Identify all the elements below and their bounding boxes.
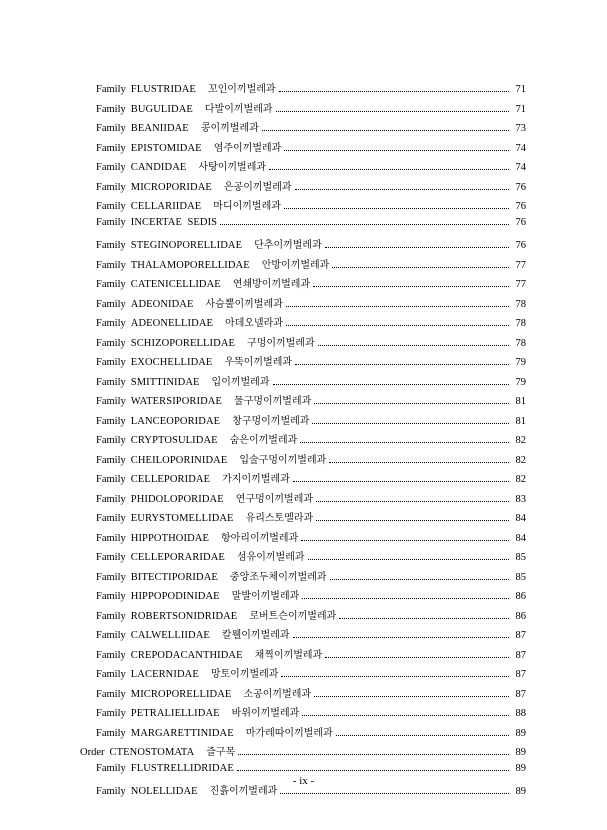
dot-leader [281,676,509,677]
entry-latin-name: NOLELLIDAE [130,786,198,797]
entry-rank: Family [96,415,126,427]
toc-entry [80,314,526,334]
page-number-footer: - ix - [292,775,315,787]
dot-leader [332,267,509,268]
dot-leader [286,306,509,307]
entry-korean-name: 창구멍이끼벌레과 [232,415,310,427]
entry-rank: Family [96,240,126,251]
entry-page-number: 87 [515,688,526,700]
entry-page-number: 89 [515,786,526,797]
entry-page-number: 81 [515,415,526,427]
dot-leader [237,770,509,771]
entry-korean-name: 입술구멍이끼벌레과 [239,454,327,466]
entry-rank: Family [96,279,126,290]
entry-page-number: 77 [515,259,526,271]
entry-latin-name: BUGULIDAE [130,103,193,115]
toc-entry [80,548,526,568]
dot-leader [293,481,509,482]
entry-page-number: 77 [515,279,526,290]
toc-entry [80,295,526,315]
dot-leader [276,111,509,112]
entry-page-number: 88 [515,708,526,719]
toc-entry [80,178,526,198]
toc-entry [80,236,526,256]
toc-entry [80,665,526,685]
toc-entry [80,626,526,646]
entry-page-number: 76 [515,201,526,212]
table-of-contents [80,80,526,802]
entry-korean-name: 가지이끼벌레과 [222,474,290,485]
toc-entry [80,392,526,412]
toc-entry [80,509,526,529]
toc-entry [80,685,526,705]
toc-entry [80,100,526,120]
entry-latin-name: ADEONELLIDAE [130,318,214,329]
entry-page-number: 74 [515,142,526,154]
entry-rank: Family [96,337,126,349]
entry-latin-name: ADEONIDAE [130,298,194,310]
toc-entry [80,80,526,100]
dot-leader [313,286,509,287]
entry-korean-name: 망토이끼벌레과 [210,669,279,680]
toc-entry [80,119,526,139]
entry-page-number: 83 [515,493,526,505]
entry-latin-name: ROBERTSONIDRIDAE [130,610,238,622]
toc-entry [80,431,526,451]
entry-korean-name: 연쇄방이끼벌레과 [232,279,311,290]
entry-rank: Family [96,216,126,228]
entry-page-number: 87 [515,630,526,641]
toc-entry [80,158,526,178]
entry-rank: Family [96,552,126,563]
dot-leader [262,130,509,131]
dot-leader [284,150,509,151]
toc-entry [80,646,526,666]
entry-page-number: 84 [515,513,526,524]
entry-page-number: 73 [515,123,526,134]
entry-page-number: 79 [515,357,526,368]
entry-rank: Family [96,591,126,602]
dot-leader [339,618,509,619]
toc-entry [80,353,526,373]
entry-rank: Family [96,762,126,774]
entry-page-number: 74 [515,162,526,173]
entry-rank: Family [96,376,126,388]
entry-korean-name: 물구멍이끼벌레과 [234,396,312,407]
entry-latin-name: SMITTINIDAE [130,376,200,388]
entry-page-number: 76 [515,216,526,228]
dot-leader [286,325,509,326]
entry-latin-name: THALAMOPORELLIDAE [130,259,250,271]
dot-leader [314,696,509,697]
entry-korean-name: 항아리이끼벌레과 [220,532,299,544]
entry-korean-name: 안방이끼벌레과 [261,259,330,271]
dot-leader [280,793,509,794]
entry-latin-name: SCHIZOPORELLIDAE [130,337,236,349]
entry-page-number: 86 [515,591,526,602]
entry-korean-name: 염주이끼벌레과 [213,142,282,154]
entry-latin-name: BEANIIDAE [130,123,189,134]
entry-rank: Family [96,513,126,524]
dot-leader [330,579,509,580]
entry-latin-name: LACERNIDAE [130,669,199,680]
entry-korean-name: 마가레따이끼벌레과 [245,727,333,739]
entry-rank: Family [96,649,126,661]
dot-leader [302,598,509,599]
toc-entry [80,587,526,607]
dot-leader [269,169,509,170]
dot-leader [312,423,509,424]
entry-rank: Family [96,474,126,485]
entry-latin-name: CREPODACANTHIDAE [130,649,243,661]
entry-rank: Family [96,259,126,271]
toc-entry [80,607,526,627]
dot-leader [295,189,509,190]
entry-page-number: 81 [515,396,526,407]
entry-korean-name: 로버트슨이끼벌레과 [249,610,337,622]
entry-korean-name: 진흙이끼벌레과 [209,786,278,797]
entry-page-number: 87 [515,669,526,680]
entry-latin-name: CTENOSTOMATA [109,747,195,758]
entry-korean-name: 채찍이끼벌레과 [254,649,323,661]
dot-leader [238,754,509,755]
entry-page-number: 82 [515,454,526,466]
entry-latin-name: MICROPORIDAE [130,181,212,193]
dot-leader [300,442,509,443]
dot-leader [302,715,509,716]
toc-entry [80,704,526,724]
entry-korean-name: 구멍이끼벌레과 [247,337,315,349]
entry-rank: Family [96,688,126,700]
entry-korean-name: 우뚝이끼벌레과 [224,357,293,368]
entry-korean-name: 칼웰이끼벌레과 [221,630,290,641]
entry-latin-name: CATENICELLIDAE [130,279,221,290]
entry-rank: Family [96,84,126,95]
entry-korean-name: 아데오넬라과 [225,318,283,329]
entry-korean-name: 유리스토멜라과 [245,513,314,524]
entry-rank: Family [96,123,126,134]
entry-page-number: 86 [515,610,526,622]
entry-latin-name: INCERTAE SEDIS [130,216,218,228]
entry-latin-name: MICROPORELLIDAE [130,688,232,700]
entry-rank: Family [96,786,126,797]
entry-korean-name: 사탕이끼벌레과 [198,162,267,173]
entry-rank: Family [96,181,126,193]
entry-korean-name: 단추이끼벌레과 [254,240,322,251]
entry-page-number: 76 [515,181,526,193]
toc-entry [80,256,526,276]
entry-rank: Order [80,747,105,758]
entry-rank: Family [96,727,126,739]
entry-rank: Family [96,630,126,641]
toc-entry [80,568,526,588]
entry-latin-name: HIPPOPODINIDAE [130,591,220,602]
entry-rank: Family [96,318,126,329]
entry-rank: Family [96,357,126,368]
entry-page-number: 87 [515,649,526,661]
entry-page-number: 85 [515,571,526,583]
toc-entry [80,197,526,217]
toc-entry [80,373,526,393]
toc-entry [80,743,526,763]
entry-rank: Family [96,708,126,719]
entry-rank: Family [96,298,126,310]
dot-leader [316,501,509,502]
toc-entry [80,451,526,471]
entry-page-number: 79 [515,376,526,388]
entry-latin-name: CELLEPORIDAE [130,474,211,485]
dot-leader [295,364,509,365]
entry-rank: Family [96,162,126,173]
entry-latin-name: PHIDOLOPORIDAE [130,493,224,505]
entry-latin-name: CANDIDAE [130,162,187,173]
dot-leader [316,520,509,521]
entry-page-number: 78 [515,298,526,310]
entry-korean-name: 콩이끼벌레과 [200,123,259,134]
entry-latin-name: CELLARIIDAE [130,201,202,212]
entry-latin-name: STEGINOPORELLIDAE [130,240,243,251]
dot-leader [284,208,509,209]
entry-page-number: 71 [515,103,526,115]
entry-latin-name: EPISTOMIDAE [130,142,202,154]
entry-latin-name: PETRALIELLIDAE [130,708,220,719]
entry-page-number: 89 [515,762,526,774]
entry-page-number: 82 [515,435,526,446]
entry-latin-name: FLUSTRIDAE [130,84,196,95]
entry-page-number: 76 [515,240,526,251]
entry-page-number: 82 [515,474,526,485]
dot-leader [325,657,509,658]
dot-leader [318,345,509,346]
dot-leader [329,462,509,463]
entry-rank: Family [96,435,126,446]
entry-korean-name: 꼬인이끼벌레과 [207,84,276,95]
entry-latin-name: LANCEOPORIDAE [130,415,221,427]
entry-page-number: 78 [515,318,526,329]
entry-rank: Family [96,571,126,583]
entry-rank: Family [96,493,126,505]
toc-entry [80,724,526,744]
entry-latin-name: EXOCHELLIDAE [130,357,213,368]
entry-korean-name: 섬유이끼벌레과 [236,552,305,563]
toc-entry [80,490,526,510]
entry-korean-name: 소공이끼벌레과 [243,688,312,700]
entry-rank: Family [96,454,126,466]
entry-page-number: 84 [515,532,526,544]
entry-korean-name: 입이끼벌레과 [211,376,270,388]
entry-rank: Family [96,610,126,622]
toc-entry [80,139,526,159]
entry-latin-name: EURYSTOMELLIDAE [130,513,234,524]
entry-rank: Family [96,142,126,154]
entry-rank: Family [96,396,126,407]
dot-leader [220,224,509,225]
entry-korean-name: 즐구목 [206,747,236,758]
entry-latin-name: CELLEPORARIDAE [130,552,225,563]
entry-rank: Family [96,532,126,544]
entry-korean-name: 은공이끼벌레과 [223,181,292,193]
dot-leader [273,384,510,385]
entry-latin-name: FLUSTRELLIDRIDAE [130,762,234,774]
entry-page-number: 89 [515,727,526,739]
entry-page-number: 71 [515,84,526,95]
entry-latin-name: BITECTIPORIDAE [130,571,218,583]
entry-korean-name: 말발이끼벌레과 [231,591,300,602]
entry-latin-name: MARGARETTINIDAE [130,727,234,739]
entry-page-number: 78 [515,337,526,349]
entry-korean-name: 숨은이끼벌레과 [229,435,298,446]
toc-entry [80,334,526,354]
entry-korean-name: 연구멍이끼벌레과 [235,493,314,505]
dot-leader [279,91,509,92]
entry-rank: Family [96,669,126,680]
toc-entry [80,412,526,432]
dot-leader [325,247,509,248]
dot-leader [301,540,509,541]
entry-rank: Family [96,201,126,212]
toc-entry [80,529,526,549]
entry-latin-name: WATERSIPORIDAE [130,396,222,407]
entry-latin-name: CALWELLIIDAE [130,630,210,641]
entry-page-number: 89 [515,747,526,758]
entry-korean-name: 마디이끼벌레과 [213,201,281,212]
entry-page-number: 85 [515,552,526,563]
dot-leader [314,403,509,404]
entry-latin-name: HIPPOTHOIDAE [130,532,209,544]
dot-leader [336,735,509,736]
entry-rank: Family [96,103,126,115]
entry-korean-name: 다발이끼벌레과 [204,103,273,115]
entry-latin-name: CHEILOPORINIDAE [130,454,228,466]
toc-entry [80,275,526,295]
dot-leader [293,637,509,638]
entry-korean-name: 바위이끼벌레과 [231,708,300,719]
entry-korean-name: 중앙조두체이끼벌레과 [229,571,327,583]
toc-entry [80,470,526,490]
entry-latin-name: CRYPTOSULIDAE [130,435,218,446]
toc-entry [80,217,526,237]
dot-leader [308,559,509,560]
entry-korean-name: 사슴뿔이끼벌레과 [205,298,283,310]
